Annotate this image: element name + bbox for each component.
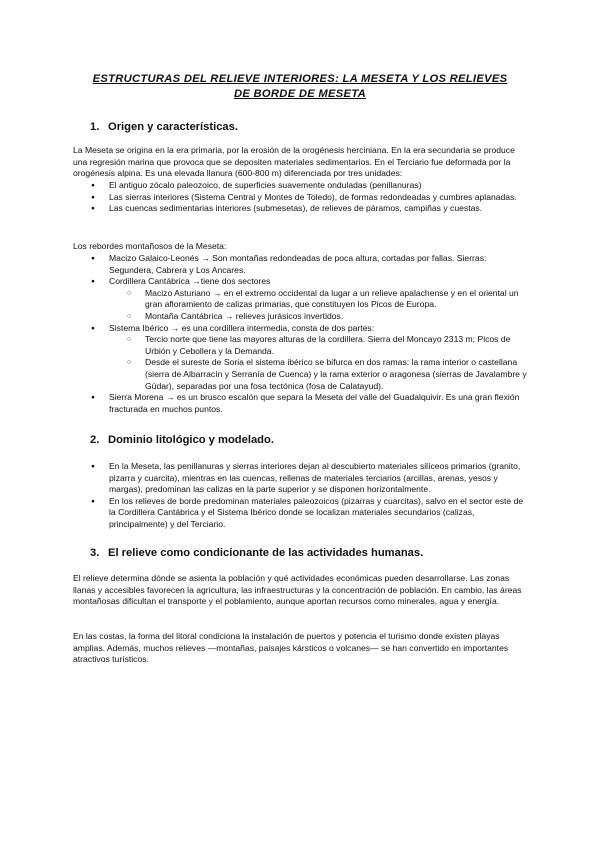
section-3-title: El relieve como condicionante de las actividades humanas. [108, 547, 424, 559]
list-item: ● En la Meseta, las penillanuras y sierras interiores dejan al descubierto materiales silíceos primarios (granito, pizarra y cuarcita), mientras en las cuencas, rellenas de materiales terciarios (arcillas, arenas, yesos y margas), predominan las calizas en la parte superior y se disponen horizontalmente. [73, 461, 528, 496]
list-item: ● El antiguo zócalo paleozoico, de superficies suavemente onduladas (penillanuras) [73, 180, 528, 192]
section-1-number: 1. [90, 121, 100, 133]
rebordes-intro: Los rebordes montañosos de la Meseta: [73, 241, 227, 251]
iberico-sublist [109, 334, 528, 392]
document-title [60, 72, 540, 102]
sub-list-item: ○ Macizo Asturiano → en el extremo occidental da lugar a un relieve apalachense y en el oriental un gran afloramiento de calizas primarias, que constituyen los Picos de Europa. [109, 288, 528, 311]
list-item-text: Sierra Morena → es un brusco escalón que separa la Meseta del valle del Guadalquivir. Es una gran flexión fracturada en muchos puntos. [109, 392, 520, 414]
sub-list-item: ○ Tercio norte que tiene las mayores alturas de la cordillera. Sierra del Moncayo 2313 m; Picos de Urbión y Cebollera y la Demanda. [109, 334, 528, 357]
section-2-number: 2. [90, 434, 100, 446]
sub-list-item: ○ Desde el sureste de Soria el sistema ibérico se bifurca en dos ramas: la rama interior o castellana (sierra de Albarracín y Serranía de Cuenca) y la rama exterior o aragonesa (sierras de Javalambre y Gúdar), separadas por una fosa tectónica (fosa de Calatayud). [109, 357, 528, 392]
section-3-number: 3. [90, 547, 100, 559]
list-item-iberico [73, 323, 528, 393]
list-item-text: Macizo Galaico-Leonés → Son montañas redondeadas de poca altura, cortadas por fallas. Sierras: Segundera, Cabrera y Los Ancares. [109, 253, 487, 275]
section-1-heading [90, 120, 238, 134]
section-1-title: Origen y características. [108, 121, 238, 133]
list-item: ● En los relieves de borde predominan materiales paleozoicos (pizarras y cuarcitas), salvo en el sector este de la Cordillera Cantábrica y el Sistema Ibérico donde se localizan materiales secundarios (calizas, principalmente) y del Terciario. [73, 496, 528, 531]
cantabrica-sublist [109, 288, 528, 323]
title-line-2: DE BORDE DE MESETA [234, 88, 366, 100]
list-item-morena [73, 392, 528, 415]
section-3-paragraph-1: El relieve determina dónde se asienta la población y qué actividades económicas pueden desarrollarse. Las zonas llanas y accesibles favorecen la agricultura, las infraestructuras y la concentración de población. En cambio, las áreas montañosas dificultan el transporte y el poblamiento, aunque aportan recursos como minerales, agua y energía. [73, 573, 522, 607]
units-list [73, 180, 528, 215]
sub-list-item: ○ Montaña Cantábrica → relieves jurásicos invertidos. [109, 311, 528, 323]
section-2-heading [90, 433, 274, 447]
list-item: ● Las sierras interiores (Sistema Central y Montes de Toledo), de formas redondeadas y cumbres aplanadas. [73, 192, 528, 204]
section-1-intro: La Meseta se origina en la era primaria, por la erosión de la orogénesis herciniana. En la era secundaria se produce una regresión marina que provoca que se depositen materiales sedimentarios. En el Terciario fue deformada por la orogénesis alpina. Es una elevada llanura (600-800 m) diferenciada por tres unidades: [73, 145, 515, 179]
list-item-text: Sistema Ibérico → es una cordillera intermedia, consta de dos partes: [109, 322, 375, 333]
list-item-text: Cordillera Cantábrica →tiene dos sectores [109, 276, 271, 287]
list-item: ● Las cuencas sedimentarias interiores (submesetas), de relieves de páramos, campiñas y cuestas. [73, 203, 528, 215]
litologia-list [73, 461, 528, 531]
rebordes-list [73, 253, 528, 415]
list-item-galaico [73, 253, 528, 276]
section-3-paragraph-2: En las costas, la forma del litoral condiciona la instalación de puertos y potencia el turismo donde existen playas amplias. Además, muchos relieves —montañas, paisajes kársticos o volcanes— se han convertido en importantes atractivos turísticos. [73, 631, 509, 665]
section-3-heading [90, 546, 423, 560]
list-item-cantabrica [73, 276, 528, 322]
section-2-title: Dominio litológico y modelado. [108, 434, 274, 446]
title-line-1: ESTRUCTURAS DEL RELIEVE INTERIORES: LA MESETA Y LOS RELIEVES [92, 73, 508, 85]
